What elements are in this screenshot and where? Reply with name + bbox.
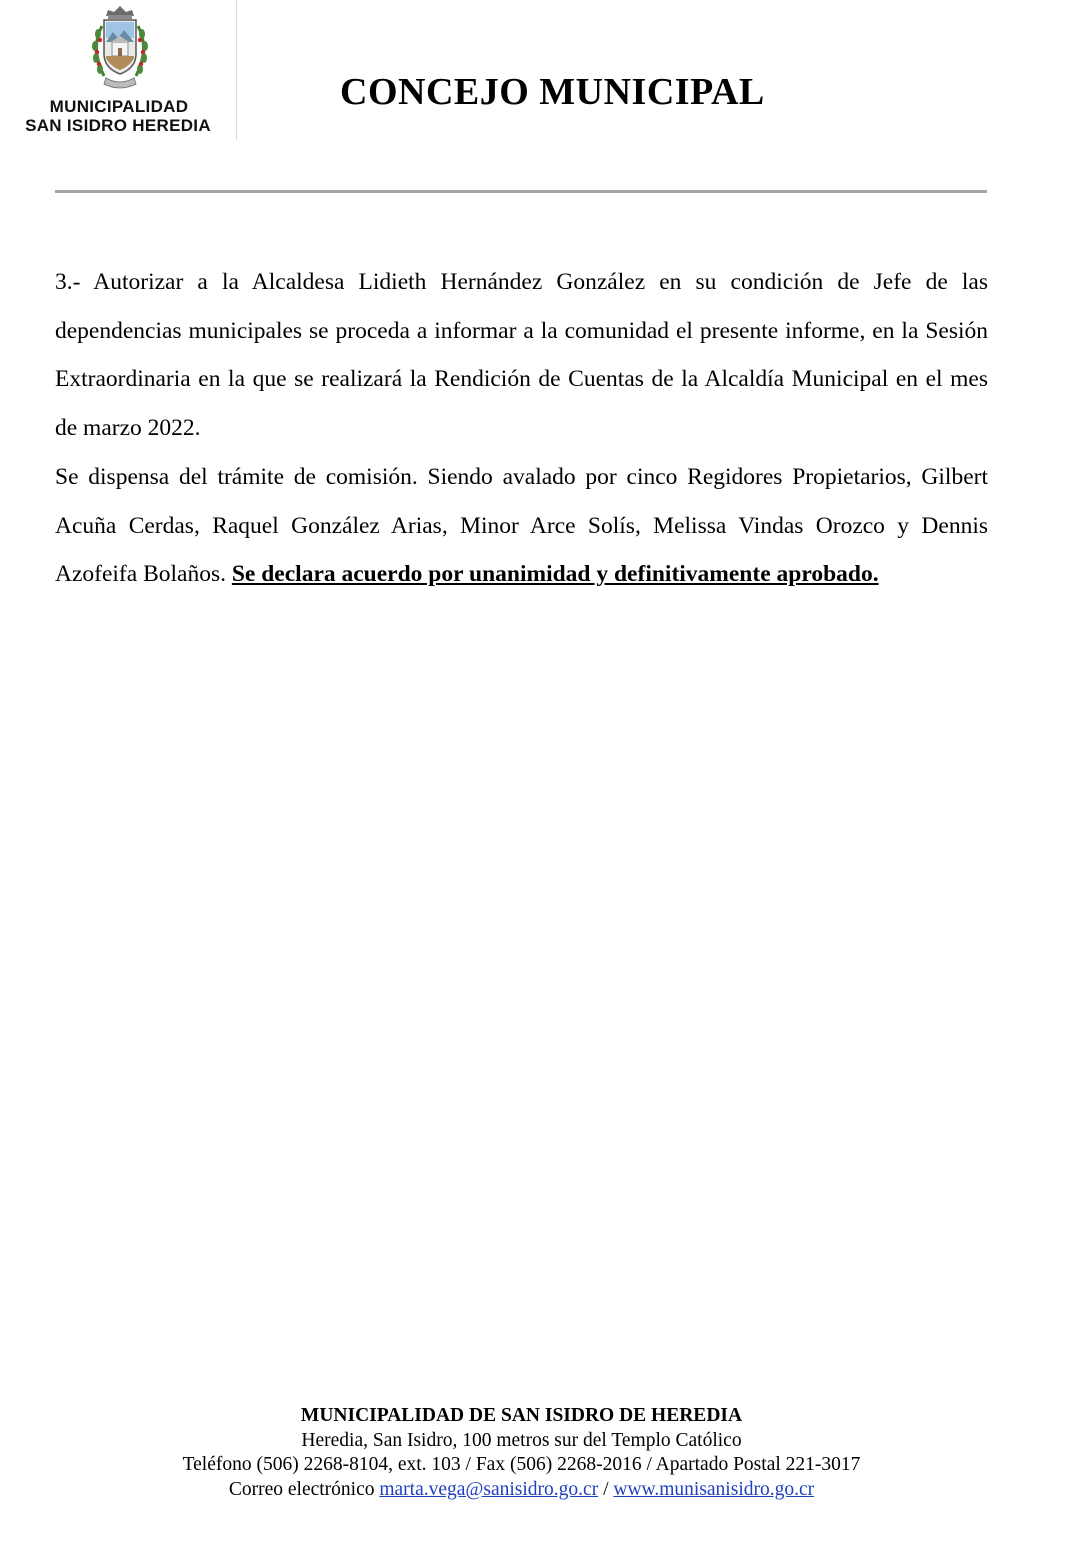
municipality-logo bbox=[0, 0, 237, 140]
footer-contact-line bbox=[0, 1478, 1043, 1503]
footer-email-label: Correo electrónico bbox=[228, 1478, 375, 1500]
document-body bbox=[55, 258, 988, 599]
logo-text-municipality: MUNICIPALIDAD bbox=[49, 97, 189, 116]
logo-text-location: SAN ISIDRO HEREDIA bbox=[25, 116, 211, 135]
resolution-text: Se declara acuerdo por unanimidad y definitivamente aprobado. bbox=[231, 561, 879, 588]
footer-address: Heredia, San Isidro, 100 metros sur del Templo Católico bbox=[301, 1429, 742, 1451]
agreement-paragraph: 3.- Autorizar a la Alcaldesa Lidieth Hernández González en su condición de Jefe de las dependencias municipales se proceda a informar a la comunidad el presente informe, en la Sesión Extraordinaria en la que se realizará la Rendición de Cuentas de la Alcaldía Municipal en el mes de marzo 2022. bbox=[55, 269, 988, 442]
page-footer bbox=[0, 1404, 1043, 1502]
footer-email-link[interactable]: marta.vega@sanisidro.go.cr bbox=[379, 1478, 599, 1500]
page-header bbox=[0, 0, 1080, 140]
page-title: CONCEJO MUNICIPAL bbox=[340, 71, 765, 113]
coat-of-arms-icon bbox=[80, 2, 160, 98]
approval-text: Se dispensa del trámite de comisión. Siendo avalado por cinco Regidores Propietarios, Gilbert Acuña Cerdas, Raquel González Arias, Minor Arce Solís, Melissa Vindas Orozco y Dennis Azofeifa Bolaños. bbox=[55, 463, 988, 588]
footer-phones: Teléfono (506) 2268-8104, ext. 103 / Fax (506) 2268-2016 / Apartado Postal 221-3017 bbox=[182, 1454, 861, 1475]
header-divider bbox=[55, 190, 987, 193]
footer-separator: / bbox=[603, 1478, 609, 1500]
footer-institution-name: MUNICIPALIDAD DE SAN ISIDRO DE HEREDIA bbox=[300, 1405, 743, 1426]
approval-paragraph bbox=[55, 453, 988, 599]
footer-website-link[interactable]: www.munisanisidro.go.cr bbox=[613, 1478, 815, 1500]
